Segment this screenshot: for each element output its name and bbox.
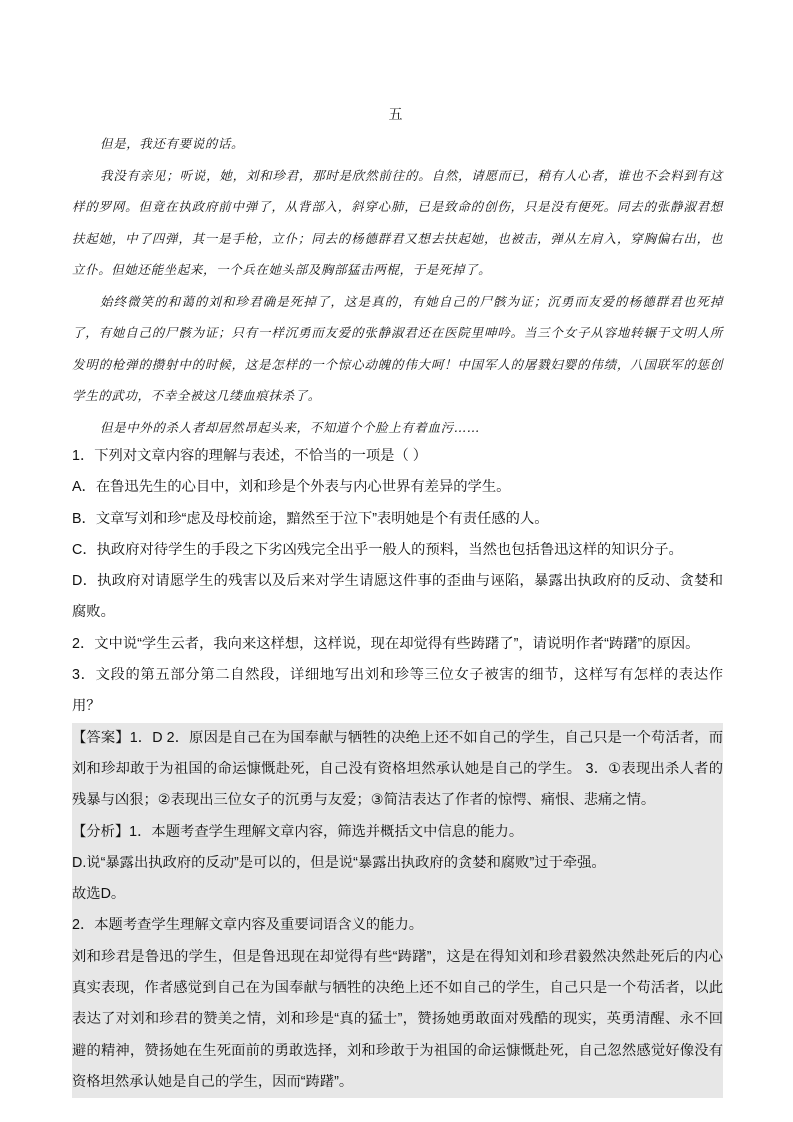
- analysis-line: D.说“暴露出执政府的反动”是可以的，但是说“暴露出执政府的贪婪和腐败”过于牵强。: [72, 854, 606, 871]
- passage-paragraph: 我没有亲见；听说，她，刘和珍君，那时是欣然前往的。自然，请愿而已，稍有人心者，谁也不会料到有这样的罗网。但竟在执政府前中弹了，从背部入，斜穿心肺，已是致命的创伤，只是没有便死。同去的张静淑君想扶起她，中了四弹，其一是手枪，立仆；同去的杨德群君又想去扶起她，也被击，弹从左肩入，穿胸偏右出，也立仆。但她还能坐起来，一个兵在她头部及胸部猛击两棍，于是死掉了。: [72, 167, 723, 277]
- section-number: 五: [388, 107, 405, 123]
- passage-paragraph: 始终微笑的和蔼的刘和珍君确是死掉了，这是真的，有她自己的尸骸为证；沉勇而友爱的杨德群君也死掉了，有她自己的尸骸为证；只有一样沉勇而友爱的张静淑君还在医院里呻吟。当三个女子从容地转辗于文明人所发明的枪弹的攒射中的时候，这是怎样的一个惊心动魄的伟大呵！中国军人的屠戮妇婴的伟绩，八国联军的惩创学生的武功，不幸全被这几缕血痕抹杀了。: [72, 293, 723, 403]
- passage-paragraph: 但是中外的杀人者却居然昂起头来，不知道个个脸上有着血污……: [100, 419, 480, 435]
- option-b: B．文章写刘和珍“虑及母校前途，黯然至于泣下”表明她是个有责任感的人。: [72, 510, 549, 527]
- passage-paragraph: 但是，我还有要说的话。: [100, 136, 245, 151]
- analysis-line: 故选D。: [72, 886, 126, 903]
- question-1: 1．下列对文章内容的理解与表述，不恰当的一项是（ ）: [72, 448, 428, 464]
- option-a: A．在鲁迅先生的心目中，刘和珍是个外表与内心世界有差异的学生。: [72, 479, 511, 496]
- analysis-line: 刘和珍君是鲁迅的学生，但是鲁迅现在却觉得有些“踌躇”，这是在得知刘和珍君毅然决然赴死后的内心真实表现，作者感觉到自己在为国奉献与牺牲的决绝上还不如自己的学生，自己只是一个苟活者，以此表达了对刘和珍君的赞美之情，刘和珍是“真的猛士”，赞扬她勇敢面对残酷的现实，英勇清醒、永不回避的精神，赞扬她在生死面前的勇敢选择，刘和珍敢于为祖国的命运慷慨赴死，自己忽然感觉好像没有资格坦然承认她是自己的学生，因而“踌躇”。: [72, 948, 723, 1090]
- passage: [72, 128, 723, 443]
- analysis-line: 【分析】1．本题考查学生理解文章内容，筛选并概括文中信息的能力。: [72, 823, 524, 840]
- answer-analysis-block: [72, 723, 723, 1099]
- questions-and-answers: [72, 441, 723, 1098]
- analysis-line: 2．本题考查学生理解文章内容及重要词语含义的能力。: [72, 917, 424, 934]
- question-3: 3．文段的第五部分第二自然段，详细地写出刘和珍等三位女子被害的细节，这样写有怎样的表达作用？: [72, 667, 723, 715]
- question-2: 2．文中说“学生云者，我向来这样想，这样说，现在却觉得有些踌躇了”，请说明作者“踌躇”的原因。: [72, 635, 700, 652]
- answer-text: 【答案】1．D 2．原因是自己在为国奉献与牺牲的决绝上还不如自己的学生，自己只是一个苟活者，而刘和珍却敢于为祖国的命运慷慨赴死，自己没有资格坦然承认她是自己的学生。 3．①表现出杀人者的残暴与凶狠；②表现出三位女子的沉勇与友爱；③简洁表达了作者的惊愕、痛恨、悲痛之情。: [72, 729, 723, 809]
- option-c: C．执政府对待学生的手段之下劣凶残完全出乎一般人的预料，当然也包括鲁迅这样的知识分子。: [72, 541, 683, 558]
- option-d: D．执政府对请愿学生的残害以及后来对学生请愿这件事的歪曲与诬陷，暴露出执政府的反动、贪婪和腐败。: [72, 573, 723, 621]
